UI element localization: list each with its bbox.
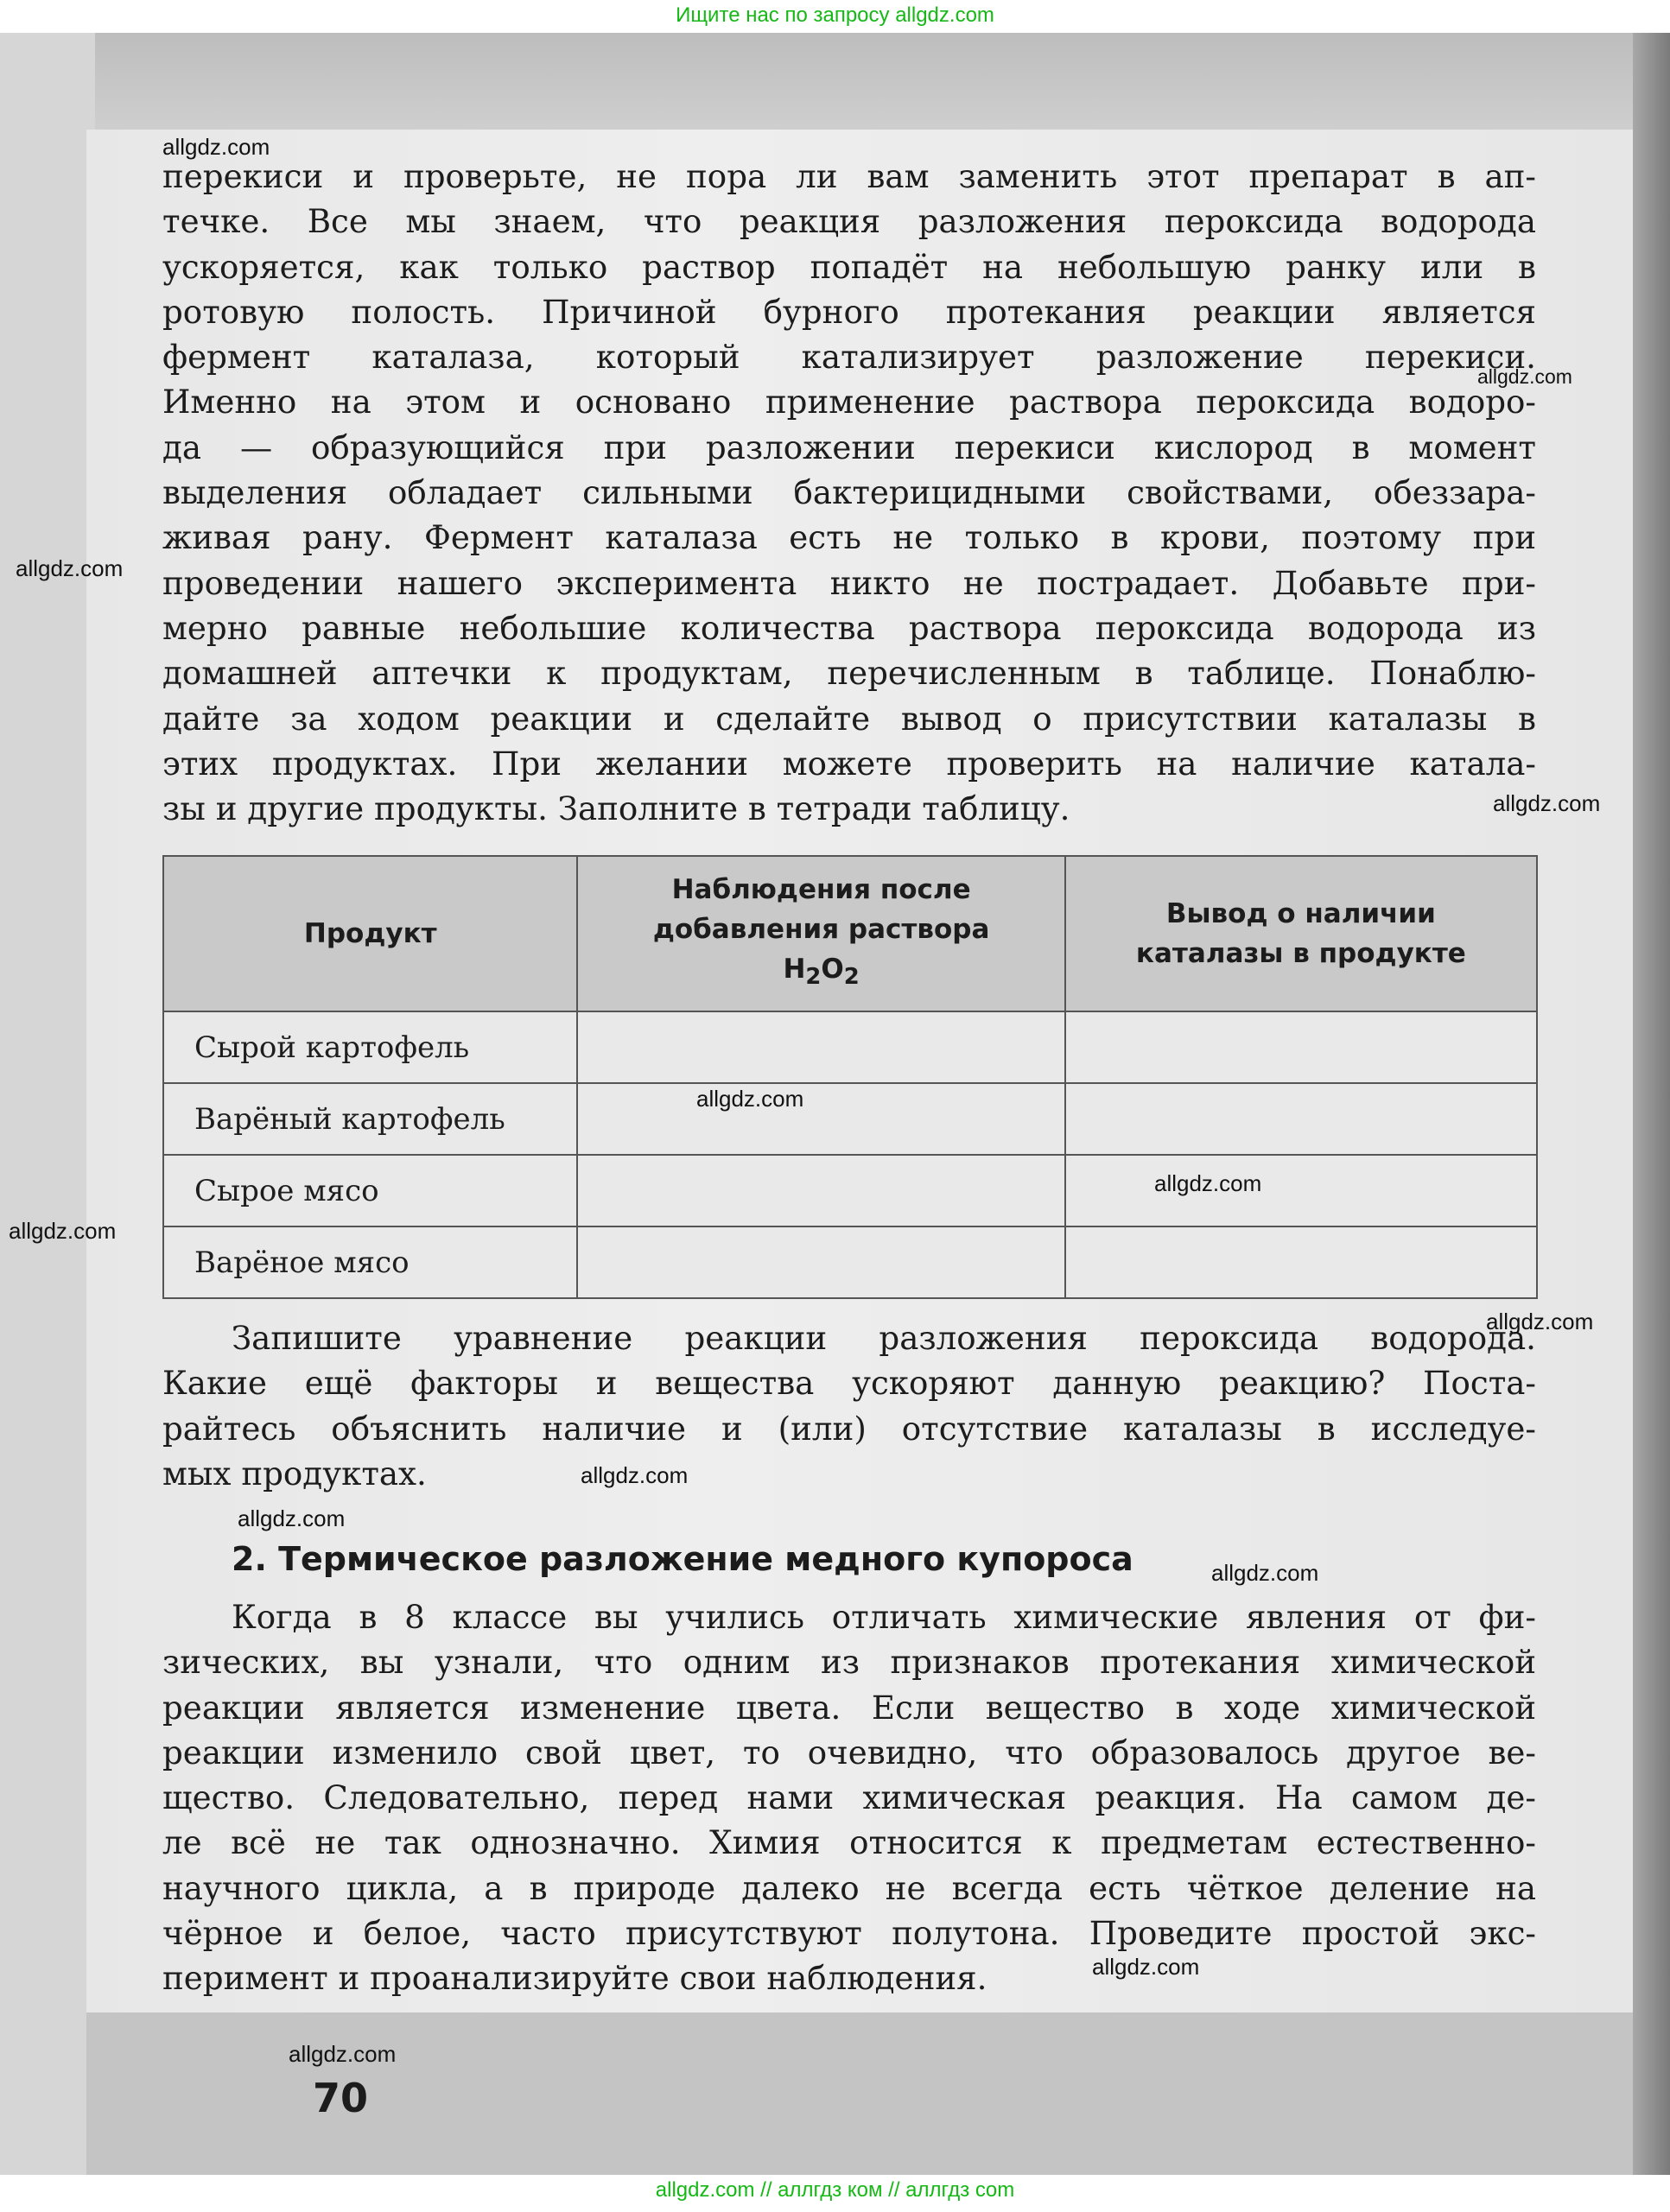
header-search-hint[interactable]: Ищите нас по запросу allgdz.com [676,3,994,27]
table-header-row [163,856,1537,1011]
text-line: мых продуктах. [162,1454,427,1493]
header-observations-line2: добавления раствора [652,914,990,946]
watermark: allgdz.com [9,1218,117,1244]
formula-sub: 2 [843,964,860,991]
text-line: дайте за ходом реакции и сделайте вывод о присутствии каталазы в [162,699,1536,738]
paragraph-copper-sulfate [162,1594,1536,2001]
text-line: Именно на этом и основано применение раствора пероксида водоро- [162,383,1536,421]
paragraph-task [162,1315,1536,1496]
text-line: ротовую полость. Причиной бурного протекания реакции является [162,292,1536,331]
text-line: чёрное и белое, часто присутствуют полутона. Проведите простой экс- [162,1914,1536,1953]
table-cell-empty [1065,1226,1537,1298]
watermark: allgdz.com [238,1505,346,1531]
footer-links[interactable]: allgdz.com // аллгдз ком // аллгдз com [655,2178,1015,2202]
watermark: allgdz.com [1211,1560,1319,1586]
header-conclusion-line1: Вывод о наличии [1165,898,1436,929]
text-line: проведении нашего эксперимента никто не пострадает. Добавьте при- [162,563,1536,602]
watermark: allgdz.com [289,2041,397,2067]
header-observations [577,856,1064,1011]
text-line: реакции изменило свой цвет, то очевидно, что образовалось другое ве- [162,1733,1536,1772]
table-row [163,1011,1537,1083]
watermark: allgdz.com [162,134,270,160]
text-line: перимент и проанализируйте свои наблюдения. [162,1959,987,1998]
watermark: allgdz.com [1477,365,1572,388]
text-line: течке. Все мы знаем, что реакция разложения пероксида водорода [162,202,1536,241]
catalase-table [162,855,1538,1299]
page-number: 70 [313,2075,369,2121]
text-line: живая рану. Фермент каталаза есть не только в крови, поэтому при [162,518,1536,557]
text-line: зы и другие продукты. Заполните в тетради таблицу. [162,789,1070,828]
table-cell-empty [1065,1083,1537,1155]
text-line: зических, вы узнали, что одним из признаков протекания химической [162,1643,1536,1682]
text-line: да — образующийся при разложении перекиси кислород в момент [162,428,1536,466]
table-row [163,1083,1537,1155]
text-line: реакции является изменение цвета. Если вещество в ходе химической [162,1688,1536,1727]
paragraph-catalase-intro [162,154,1536,831]
text-line: ускоряется, как только раствор попадёт на небольшую ранку или в [162,247,1536,286]
text-line: ле всё не так однозначно. Химия относится к предметам естественно- [162,1823,1536,1862]
table-cell-product: Сырой картофель [163,1011,577,1083]
watermark: allgdz.com [696,1086,804,1112]
book-spine-edge [1633,33,1670,2175]
text-line: Когда в 8 классе вы учились отличать химические явления от фи- [232,1598,1536,1636]
text-line: Какие ещё факторы и вещества ускоряют данную реакцию? Поста- [162,1364,1536,1403]
header-product-label: Продукт [303,918,437,949]
text-line: щество. Следовательно, перед нами химическая реакция. На самом де- [162,1778,1536,1817]
formula-h: H [783,954,806,986]
watermark: allgdz.com [1493,790,1601,816]
header-product [163,856,577,1011]
text-line: райтесь объяснить наличие и (или) отсутствие каталазы в исследуе- [162,1409,1536,1448]
watermark: allgdz.com [1486,1309,1594,1334]
text-line: этих продуктах. При желании можете проверить на наличие катала- [162,744,1536,783]
table-cell-product: Варёное мясо [163,1226,577,1298]
table-cell-empty [1065,1011,1537,1083]
section-heading: 2. Термическое разложение медного купороса [232,1540,1133,1578]
table-row [163,1155,1537,1226]
table-cell-product: Варёный картофель [163,1083,577,1155]
header-observations-line1: Наблюдения после [671,874,971,906]
formula-sub: 2 [805,964,822,991]
table-cell-empty [1065,1155,1537,1226]
formula-h2o2 [783,954,860,991]
watermark: allgdz.com [16,555,124,581]
table-cell-empty [577,1083,1064,1155]
formula-o: O [821,954,844,986]
watermark: allgdz.com [581,1462,689,1488]
header-conclusion-line2: каталазы в продукте [1135,938,1466,969]
text-line: научного цикла, а в природе далеко не всегда есть чёткое деление на [162,1868,1536,1907]
text-line: фермент каталаза, который катализирует разложение перекиси. [162,338,1536,377]
table-cell-empty [577,1011,1064,1083]
text-line: выделения обладает сильными бактерицидными свойствами, обеззара- [162,473,1536,512]
text-line: Запишите уравнение реакции разложения пероксида водорода. [232,1319,1536,1357]
text-line: мерно равные небольшие количества раствора пероксида водорода из [162,608,1536,647]
watermark: allgdz.com [1154,1170,1262,1196]
table-cell-empty [577,1226,1064,1298]
text-line: перекиси и проверьте, не пора ли вам заменить этот препарат в ап- [162,157,1536,195]
table-cell-empty [577,1155,1064,1226]
watermark: allgdz.com [1092,1954,1200,1980]
table-row [163,1226,1537,1298]
table-cell-product: Сырое мясо [163,1155,577,1226]
text-line: домашней аптечки к продуктам, перечисленным в таблице. Понаблю- [162,654,1536,693]
header-conclusion [1065,856,1537,1011]
